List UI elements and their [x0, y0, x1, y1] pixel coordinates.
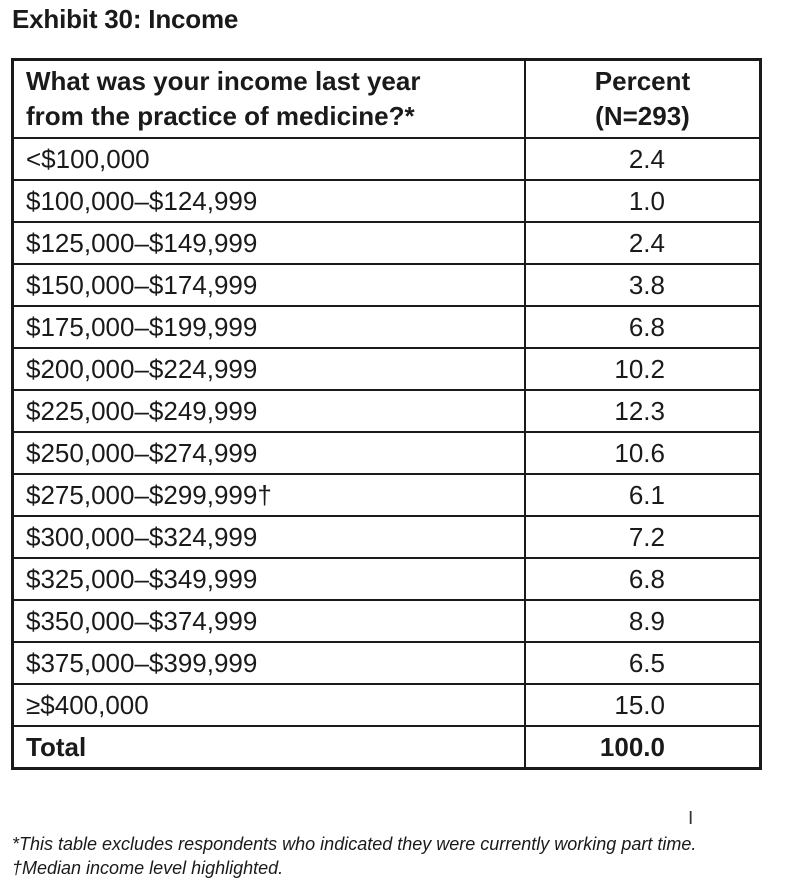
income-range-cell: <$100,000: [13, 138, 526, 180]
percent-cell: 6.8: [525, 558, 761, 600]
income-range-cell: $175,000–$199,999: [13, 306, 526, 348]
percent-cell: 12.3: [525, 390, 761, 432]
table-row: [13, 222, 761, 264]
income-range-cell: $250,000–$274,999: [13, 432, 526, 474]
percent-cell: 2.4: [525, 138, 761, 180]
footnote-part-time: *This table excludes respondents who indicated they were currently working part time.: [12, 834, 697, 854]
income-range-cell: $375,000–$399,999: [13, 642, 526, 684]
total-label: Total: [13, 726, 526, 769]
percent-header-line1: Percent: [594, 66, 691, 96]
income-range-cell: $225,000–$249,999: [13, 390, 526, 432]
percent-cell: 6.5: [525, 642, 761, 684]
percent-cell: 2.4: [525, 222, 761, 264]
table-row: [13, 180, 761, 222]
table-row: [13, 138, 761, 180]
table-row: [13, 348, 761, 390]
percent-cell: 6.8: [525, 306, 761, 348]
table-row: [13, 600, 761, 642]
footnotes: [12, 832, 696, 880]
table-row: [13, 516, 761, 558]
percent-cell: 6.1: [525, 474, 761, 516]
percent-cell: 10.6: [525, 432, 761, 474]
table-row: [13, 306, 761, 348]
income-range-cell: $125,000–$149,999: [13, 222, 526, 264]
income-table: [11, 58, 762, 770]
table-row: [13, 684, 761, 726]
exhibit-title: Exhibit 30: Income: [12, 4, 239, 34]
income-range-cell: $300,000–$324,999: [13, 516, 526, 558]
footnote-median: †Median income level highlighted.: [12, 858, 284, 878]
table-row: [13, 642, 761, 684]
percent-cell: 8.9: [525, 600, 761, 642]
income-range-cell: $100,000–$124,999: [13, 180, 526, 222]
income-range-cell: $200,000–$224,999: [13, 348, 526, 390]
text-cursor-icon: I: [688, 808, 694, 829]
question-header-line2: from the practice of medicine?*: [26, 101, 415, 131]
table-row: [13, 390, 761, 432]
income-range-cell: $350,000–$374,999: [13, 600, 526, 642]
table-row: [13, 432, 761, 474]
income-range-cell: $275,000–$299,999†: [13, 474, 526, 516]
percent-cell: 3.8: [525, 264, 761, 306]
total-row: [13, 726, 761, 769]
table-row-median: [13, 474, 761, 516]
percent-cell: 1.0: [525, 180, 761, 222]
total-value: 100.0: [525, 726, 761, 769]
percent-header-line2: (N=293): [595, 101, 690, 131]
table-row: [13, 264, 761, 306]
percent-cell: 7.2: [525, 516, 761, 558]
income-range-cell: $325,000–$349,999: [13, 558, 526, 600]
question-header: [13, 60, 526, 139]
percent-cell: 15.0: [525, 684, 761, 726]
income-range-cell: ≥$400,000: [13, 684, 526, 726]
income-range-cell: $150,000–$174,999: [13, 264, 526, 306]
question-header-line1: What was your income last year: [26, 66, 421, 96]
percent-cell: 10.2: [525, 348, 761, 390]
table-header-row: [13, 60, 761, 139]
percent-header: [525, 60, 761, 139]
table-row: [13, 558, 761, 600]
